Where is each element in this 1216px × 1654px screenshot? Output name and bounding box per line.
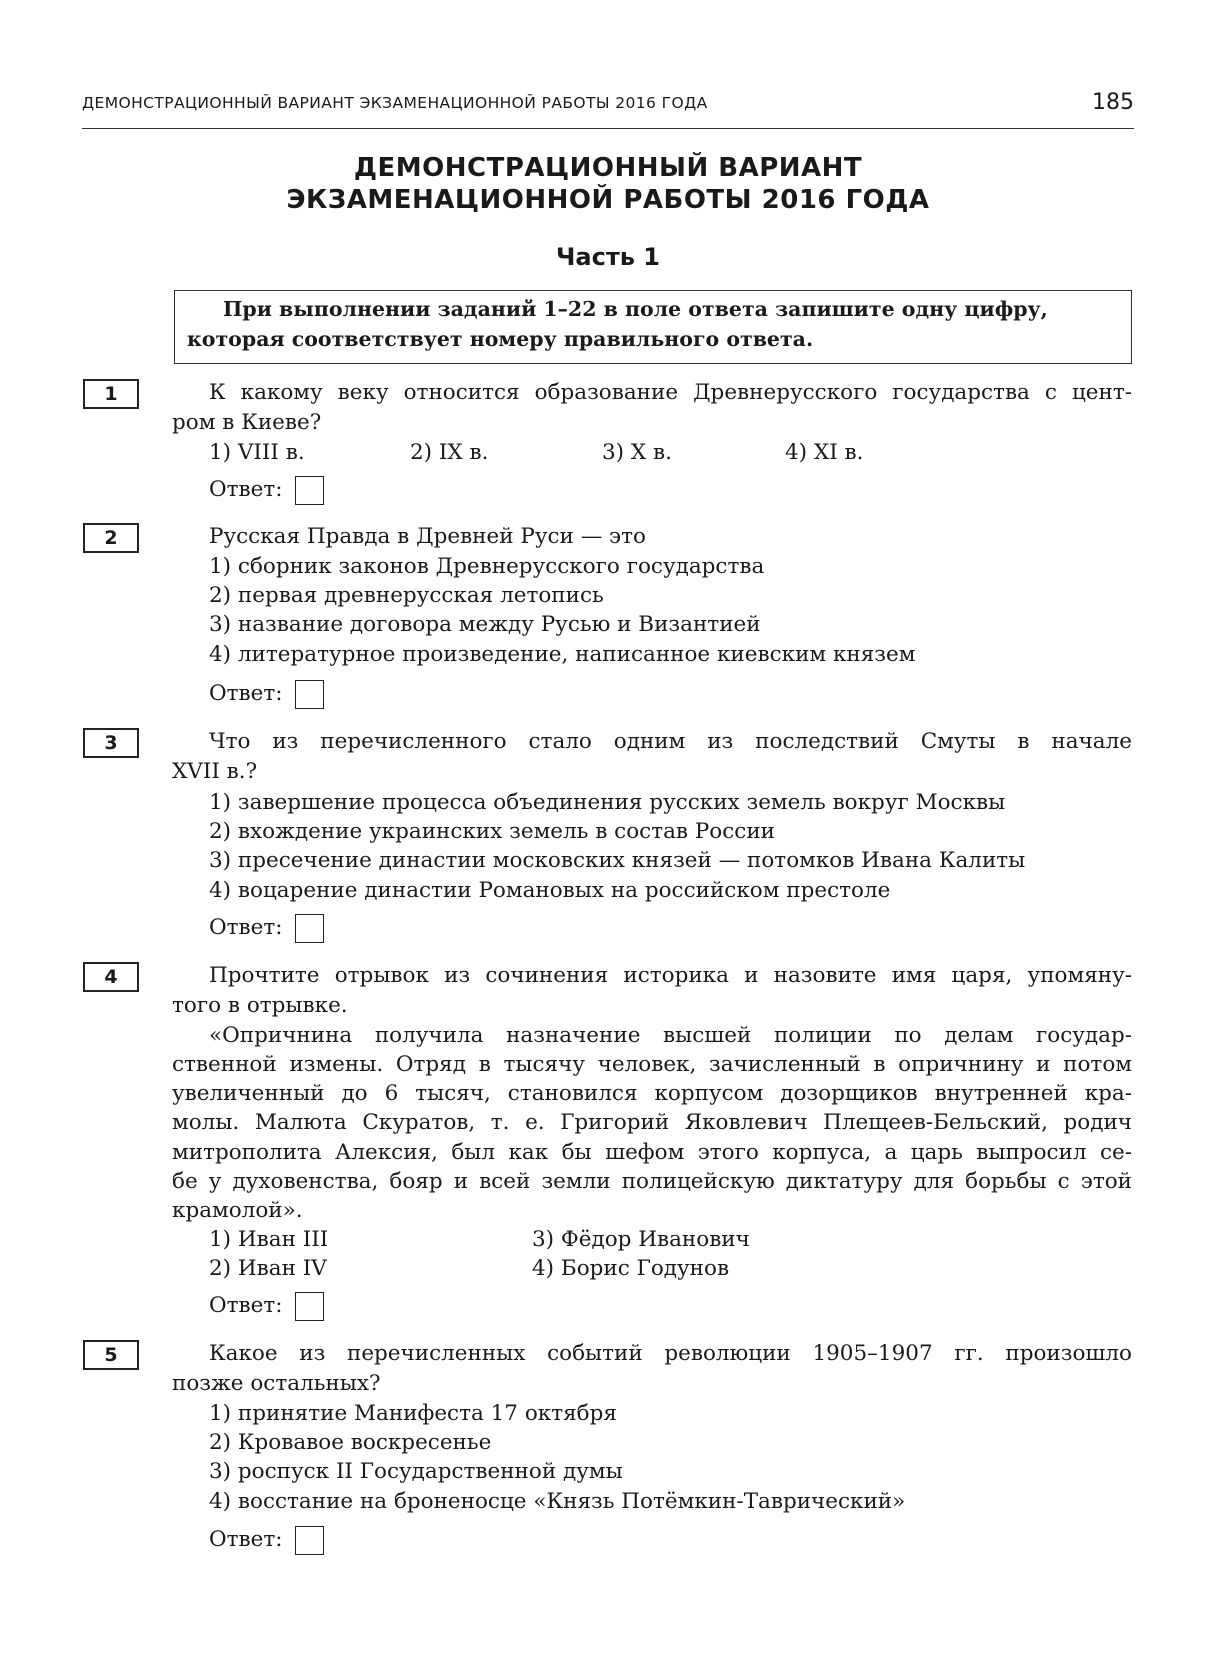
answer-option: 1) завершение процесса объединения русских земель вокруг Москвы — [209, 790, 1006, 815]
task-question-line: Какое из перечисленных событий революции 1905–1907 гг. произошло — [209, 1341, 1132, 1366]
answer-label: Ответ: — [209, 915, 283, 940]
answer-option: 3) Фёдор Иванович — [532, 1227, 750, 1252]
answer-option: 3) название договора между Русью и Византией — [209, 612, 761, 637]
page-title-line-1: ДЕМОНСТРАЦИОННЫЙ ВАРИАНТ — [353, 153, 863, 183]
answer-label: Ответ: — [209, 1293, 283, 1318]
answer-label: Ответ: — [209, 477, 283, 502]
answer-box[interactable] — [295, 1526, 324, 1555]
excerpt-line: крамолой». — [172, 1198, 303, 1223]
task-question-line: ром в Киеве? — [172, 410, 322, 435]
excerpt-line: ственной измены. Отряд в тысячу человек, зачисленный в опричнину и потом — [172, 1052, 1132, 1077]
answer-option: 3) X в. — [602, 440, 672, 465]
task-question-line: Прочтите отрывок из сочинения историка и назовите имя царя, упомяну- — [209, 963, 1132, 988]
answer-option: 1) Иван III — [209, 1227, 329, 1252]
task-question-line: позже остальных? — [172, 1371, 381, 1396]
running-header: ДЕМОНСТРАЦИОННЫЙ ВАРИАНТ ЭКЗАМЕНАЦИОННОЙ РАБОТЫ 2016 ГОДА — [82, 94, 708, 112]
excerpt-line: молы. Малюта Скуратов, т. е. Григорий Яковлевич Плещеев-Бельский, родич — [172, 1110, 1132, 1135]
task-question-line: того в отрывке. — [172, 993, 348, 1018]
answer-option: 4) Борис Годунов — [532, 1256, 730, 1281]
answer-label: Ответ: — [209, 1527, 283, 1552]
answer-option: 4) XI в. — [785, 440, 864, 465]
answer-option: 2) первая древнерусская летопись — [209, 583, 604, 608]
answer-box[interactable] — [295, 914, 324, 943]
answer-option: 2) IX в. — [410, 440, 489, 465]
answer-option: 4) литературное произведение, написанное киевским князем — [209, 642, 916, 667]
excerpt-line: митрополита Алексия, был как бы шефом этого корпуса, а царь выпросил се- — [172, 1140, 1132, 1165]
answer-box[interactable] — [295, 680, 324, 709]
instruction-box — [174, 290, 1132, 364]
instruction-line: которая соответствует номеру правильного ответа. — [187, 327, 814, 351]
task-question-line: Что из перечисленного стало одним из последствий Смуты в начале — [209, 729, 1132, 754]
excerpt-line: увеличенный до 6 тысяч, становился корпусом дозорщиков внутренней кра- — [172, 1081, 1132, 1106]
answer-box[interactable] — [295, 476, 324, 505]
instruction-line: При выполнении заданий 1–22 в поле ответа запишите одну цифру, — [223, 297, 1048, 321]
page-title-line-2: ЭКЗАМЕНАЦИОННОЙ РАБОТЫ 2016 ГОДА — [286, 185, 930, 215]
task-number-box: 2 — [83, 523, 139, 553]
answer-option: 3) пресечение династии московских князей — потомков Ивана Калиты — [209, 848, 1026, 873]
excerpt-line: бе у духовенства, бояр и всей земли полицейскую диктатуру для борьбы с этой — [172, 1169, 1132, 1194]
task-number-box: 5 — [83, 1340, 139, 1370]
task-number-box: 3 — [83, 728, 139, 758]
part-title: Часть 1 — [556, 243, 660, 271]
task-number-box: 1 — [83, 379, 139, 409]
answer-option: 2) Кровавое воскресенье — [209, 1430, 492, 1455]
answer-option: 1) сборник законов Древнерусского государства — [209, 554, 765, 579]
header-rule — [82, 128, 1134, 129]
page-number: 185 — [1092, 90, 1134, 115]
task-question-line: XVII в.? — [172, 759, 258, 784]
excerpt-line: «Опричнина получила назначение высшей полиции по делам государ- — [209, 1023, 1132, 1048]
task-question-line: К какому веку относится образование Древнерусского государства с цент- — [209, 380, 1132, 405]
answer-label: Ответ: — [209, 681, 283, 706]
answer-option: 1) VIII в. — [209, 440, 305, 465]
answer-option: 2) вхождение украинских земель в состав России — [209, 819, 775, 844]
answer-box[interactable] — [295, 1292, 324, 1321]
answer-option: 1) принятие Манифеста 17 октября — [209, 1401, 617, 1426]
answer-option: 4) восстание на броненосце «Князь Потёмкин-Таврический» — [209, 1489, 906, 1514]
answer-option: 4) воцарение династии Романовых на российском престоле — [209, 878, 891, 903]
task-question-line: Русская Правда в Древней Руси — это — [209, 524, 646, 549]
task-number-box: 4 — [83, 962, 139, 992]
answer-option: 2) Иван IV — [209, 1256, 327, 1281]
answer-option: 3) роспуск II Государственной думы — [209, 1459, 623, 1484]
